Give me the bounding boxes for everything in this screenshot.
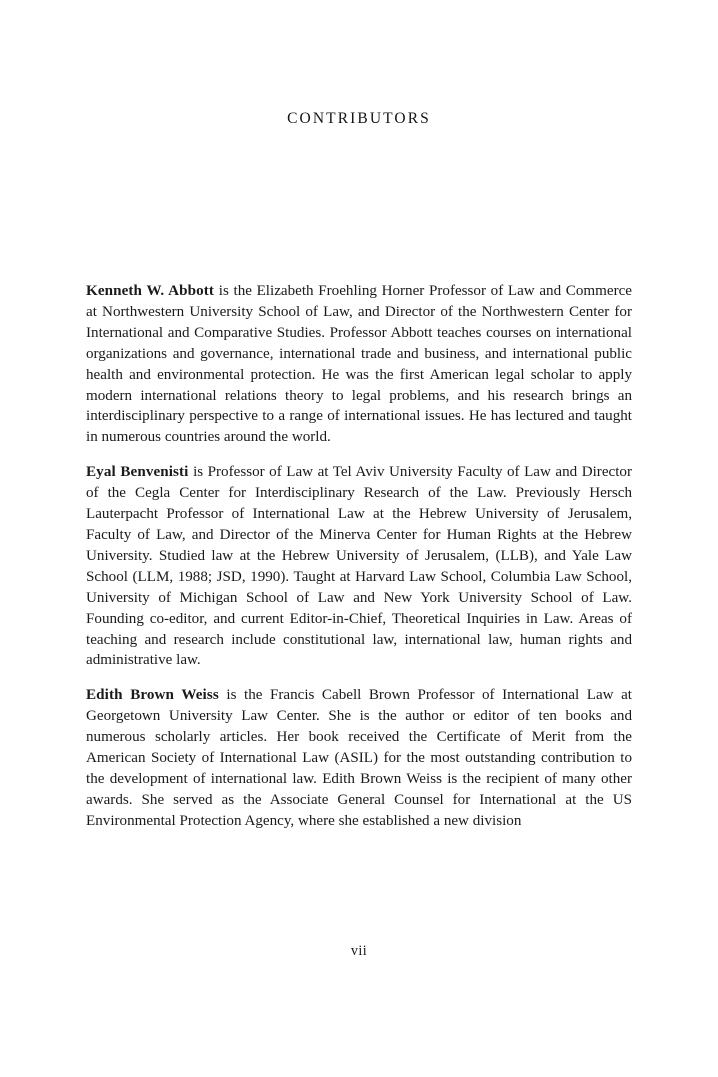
- contributor-bio: is the Elizabeth Froehling Horner Professor of Law and Commerce at Northwestern University School of Law, and Director of the Northwestern Center for International and Comparative Studies. Professor Abbott teaches courses on international organizations and governance, international trade and business, and international public health and environmental protection. He was the first American legal scholar to apply modern international relations theory to legal problems, and his research brings an interdisciplinary perspective to a range of international issues. He has lectured and taught in numerous countries around the world.: [86, 283, 632, 446]
- contributor-name: Eyal Benvenisti: [86, 464, 189, 481]
- page-title: CONTRIBUTORS: [287, 110, 431, 127]
- contributor-bio: is the Francis Cabell Brown Professor of International Law at Georgetown University Law Center. She is the author or editor of ten books and numerous scholarly articles. Her book received the Certificate of Merit from the American Society of International Law (ASIL) for the most outstanding contribution to the development of international law. Edith Brown Weiss is the recipient of many other awards. She served as the Associate General Counsel for International at the US Environmental Protection Agency, where she established a new division: [86, 687, 632, 829]
- contributor-name: Edith Brown Weiss: [86, 687, 219, 704]
- page-number: vii: [350, 943, 368, 959]
- contributor-bio: is Professor of Law at Tel Aviv University Faculty of Law and Director of the Cegla Center for Interdisciplinary Research of the Law. Previously Hersch Lauterpacht Professor of International Law at the Hebrew University of Jerusalem, Faculty of Law, and Director of the Minerva Center for Human Rights at the Hebrew University. Studied law at the Hebrew University of Jerusalem, (LLB), and Yale Law School (LLM, 1988; JSD, 1990). Taught at Harvard Law School, Columbia Law School, University of Michigan School of Law and New York University School of Law. Founding co-editor, and current Editor-in-Chief, Theoretical Inquiries in Law. Areas of teaching and research include constitutional law, international law, human rights and administrative law.: [86, 464, 632, 669]
- contributor-entry: [86, 462, 632, 671]
- contributors-list: [86, 281, 632, 832]
- contributor-name: Kenneth W. Abbott: [86, 283, 215, 299]
- contributor-entry: [86, 281, 632, 448]
- contributor-entry: [86, 685, 632, 831]
